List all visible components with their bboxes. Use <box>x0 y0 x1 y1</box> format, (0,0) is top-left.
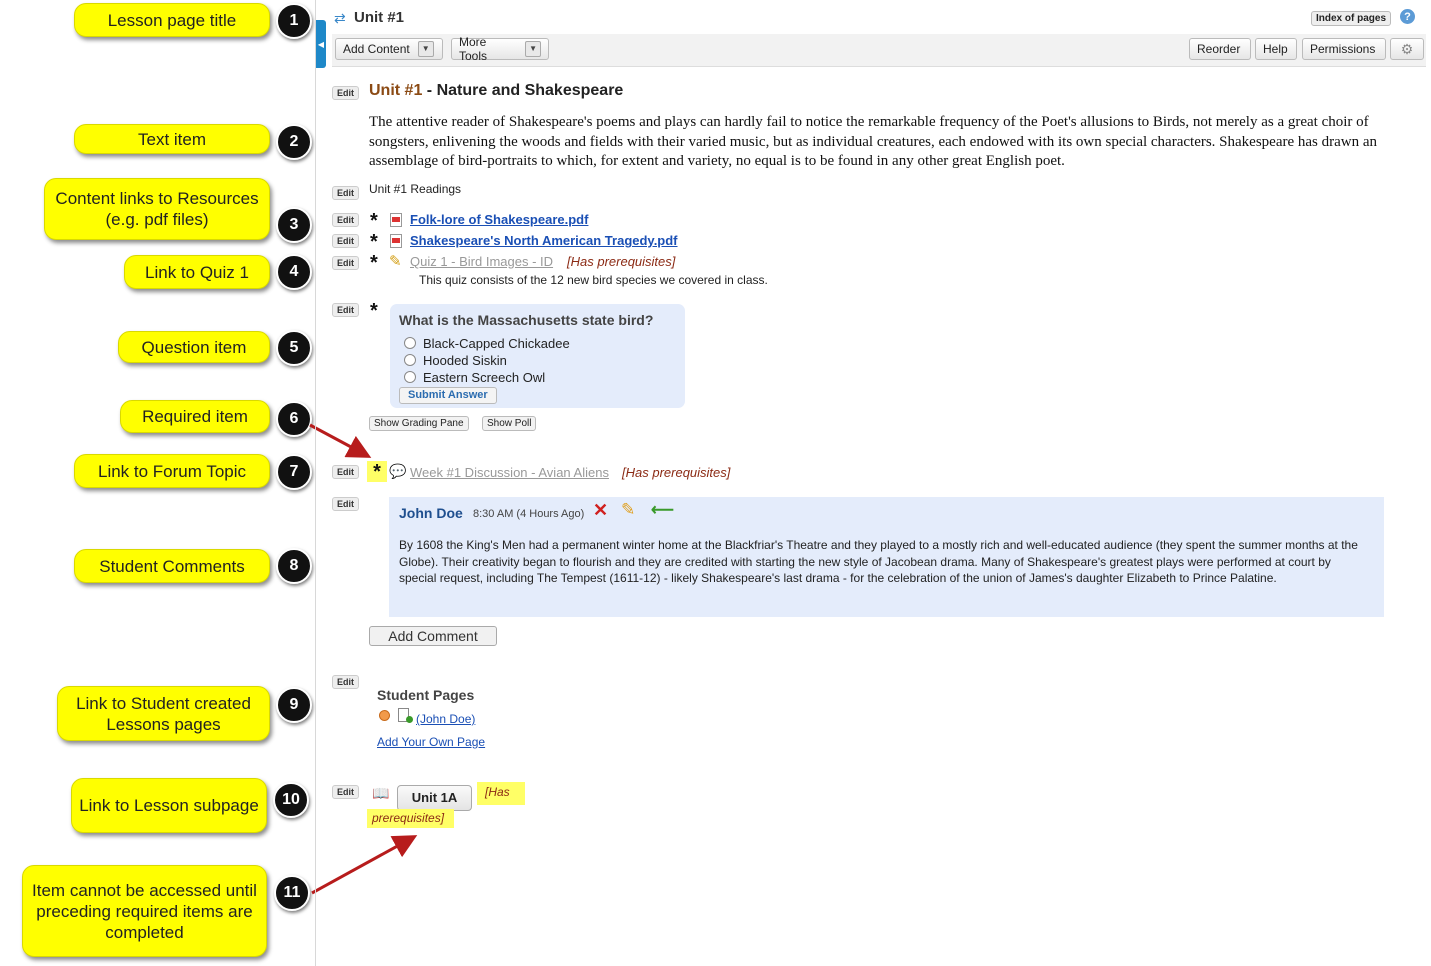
required-star-icon: * <box>370 210 378 232</box>
edit-button[interactable]: Edit <box>332 186 359 200</box>
text-item-heading <box>369 82 623 100</box>
page-title: Unit #1 <box>354 9 405 26</box>
radio-option[interactable] <box>404 337 416 349</box>
heading-unit: Unit #1 <box>369 82 423 99</box>
help-label: Help <box>1263 42 1288 56</box>
panel-divider <box>315 0 316 966</box>
add-content-label: Add Content <box>343 42 410 56</box>
readings-label: Unit #1 Readings <box>369 182 462 196</box>
pdf-file-icon <box>390 213 402 227</box>
resource-link-north-american-tragedy[interactable]: Shakespeare's North American Tragedy.pdf <box>410 233 678 248</box>
required-star-icon: * <box>367 461 387 482</box>
help-icon-glyph: ? <box>1404 10 1411 23</box>
help-icon[interactable] <box>1400 9 1415 24</box>
show-grading-pane-button[interactable]: Show Grading Pane <box>369 416 469 431</box>
reorder-button[interactable] <box>1189 38 1251 60</box>
heading-rest: - Nature and Shakespeare <box>422 82 624 99</box>
edit-button[interactable]: Edit <box>332 86 359 100</box>
chevron-down-icon: ▼ <box>418 41 434 57</box>
required-star-icon: * <box>370 252 378 274</box>
add-your-own-page-link[interactable]: Add Your Own Page <box>377 735 486 749</box>
edit-button[interactable]: Edit <box>332 256 359 270</box>
required-star-icon: * <box>370 300 378 322</box>
more-tools-label: More Tools <box>459 35 488 63</box>
option-label: Black-Capped Chickadee <box>423 336 570 351</box>
radio-option[interactable] <box>404 354 416 366</box>
callout-text: Question item <box>141 337 247 357</box>
submit-answer-button[interactable]: Submit Answer <box>399 387 497 404</box>
callout-text: Text item <box>137 129 207 149</box>
callout-text: Student Comments <box>99 556 245 576</box>
forum-prerequisites-note: [Has prerequisites] <box>622 465 731 480</box>
callout-number-text: 7 <box>289 463 299 480</box>
show-poll-button[interactable]: Show Poll <box>482 416 536 431</box>
edit-button[interactable]: Edit <box>332 785 359 799</box>
callout-number-text: 11 <box>283 884 301 901</box>
gear-icon: ⚙ <box>1400 40 1414 57</box>
callout-number-text: 2 <box>289 133 299 150</box>
collapse-sidebar-toggle[interactable] <box>316 20 326 68</box>
chevron-left-icon: ◀ <box>317 39 325 49</box>
edit-button[interactable]: Edit <box>332 497 359 511</box>
edit-button[interactable]: Edit <box>332 234 359 248</box>
callout-text: Lesson page title <box>107 10 237 30</box>
callout-number-text: 6 <box>289 410 299 427</box>
help-button[interactable] <box>1255 38 1297 60</box>
callout-text: Link to Forum Topic <box>97 461 247 481</box>
book-icon: 📖 <box>372 785 390 801</box>
callout-number-text: 10 <box>282 791 300 808</box>
page-add-badge-icon <box>406 716 413 723</box>
callout-number-text: 4 <box>289 263 299 280</box>
subpage-prerequisites-note-line2: prerequisites] <box>367 809 454 828</box>
add-content-button[interactable] <box>335 38 443 60</box>
forum-topic-link[interactable]: Week #1 Discussion - Avian Aliens <box>410 465 609 480</box>
chevron-down-icon: ▼ <box>525 41 541 57</box>
radio-option[interactable] <box>404 371 416 383</box>
permissions-button[interactable] <box>1302 38 1386 60</box>
reorder-label: Reorder <box>1197 42 1241 56</box>
comment-text: By 1608 the King's Men had a permanent winter home at the Blackfriar's Theatre and they played to a mostly rich and well-educated audience (they spent the summer months at the Globe). Their creativity began to flourish and they are credited with starting the new style of Jacobean drama. Many of Shakespeare's greatest plays were performed at court by special request, including The Tempest (1611-12) - likely Shakespeare's last drama - for the celebration of the union of James's daughter Elizabeth to Prince Palatine. <box>399 538 1358 585</box>
option-label: Eastern Screech Owl <box>423 370 546 385</box>
speech-bubble-icon: 💬 <box>389 463 407 479</box>
edit-button[interactable]: Edit <box>332 675 359 689</box>
edit-button[interactable]: Edit <box>332 303 359 317</box>
pdf-file-icon <box>390 234 402 248</box>
more-tools-button[interactable] <box>451 35 549 63</box>
student-page-link[interactable]: (John Doe) <box>416 712 476 726</box>
comment-panel <box>389 497 1384 617</box>
student-pages-title: Student Pages <box>377 687 475 703</box>
comment-timestamp: 8:30 AM (4 Hours Ago) <box>473 508 585 520</box>
pencil-icon: ✎ <box>389 253 402 270</box>
delete-icon[interactable]: ✕ <box>593 500 609 520</box>
arrow-to-prerequisites <box>312 838 412 893</box>
callout-number-text: 1 <box>289 12 299 29</box>
resource-link-folk-lore[interactable]: Folk-lore of Shakespeare.pdf <box>410 212 589 227</box>
edit-button[interactable]: Edit <box>332 465 359 479</box>
quiz-description: This quiz consists of the 12 new bird species we covered in class. <box>419 273 768 287</box>
subpage-prerequisites-note-line1: [Has <box>477 782 525 805</box>
option-label: Hooded Siskin <box>423 353 507 368</box>
permissions-label: Permissions <box>1310 42 1376 56</box>
refresh-icon[interactable]: ⇄ <box>334 10 346 26</box>
index-of-pages-button[interactable]: Index of pages <box>1311 11 1391 26</box>
lesson-title-bar <box>332 4 1417 36</box>
arrow-to-required-star <box>310 425 366 455</box>
add-comment-button[interactable]: Add Comment <box>369 626 497 646</box>
callout-text: Content links to Resources (e.g. pdf files) <box>55 189 259 229</box>
callout-text: Item cannot be accessed until preceding required items are completed <box>32 880 257 942</box>
callout-number-text: 5 <box>289 339 299 356</box>
subpage-button[interactable]: Unit 1A <box>397 785 472 811</box>
callout-number-text: 8 <box>289 557 299 574</box>
question-title: What is the Massachusetts state bird? <box>399 312 654 328</box>
callout-number-text: 9 <box>289 696 299 713</box>
reply-arrow-icon[interactable]: ⟵ <box>651 502 674 519</box>
toolbar <box>332 34 1426 67</box>
quiz-link[interactable]: Quiz 1 - Bird Images - ID <box>410 254 554 269</box>
edit-pencil-icon[interactable]: ✎ <box>621 500 636 519</box>
status-dot-icon <box>379 710 390 721</box>
text-item-body: The attentive reader of Shakespeare's poems and plays can hardly fail to notice the remarkable frequency of the Poet's allusions to Birds, not merely as a great choir of songsters, enlivening the woods and fields with their varied music, but as individual creatures, each endowed with its own special characters. Shakespeare has drawn an assemblage of bird-portraits to which, for extent and variety, no equal is to be found in any other great English poet. <box>369 114 1378 169</box>
callout-number-text: 3 <box>289 216 299 233</box>
callout-text: Link to Lesson subpage <box>79 796 259 815</box>
question-panel <box>390 304 685 408</box>
callout-text: Link to Student created Lessons pages <box>76 693 251 734</box>
comment-author: John Doe <box>399 505 463 521</box>
required-star-icon: * <box>370 231 378 253</box>
settings-button[interactable] <box>1390 38 1424 60</box>
quiz-prerequisites-note: [Has prerequisites] <box>567 254 676 269</box>
callout-text: Link to Quiz 1 <box>145 262 249 282</box>
edit-button[interactable]: Edit <box>332 213 359 227</box>
callout-text: Required item <box>142 407 248 426</box>
